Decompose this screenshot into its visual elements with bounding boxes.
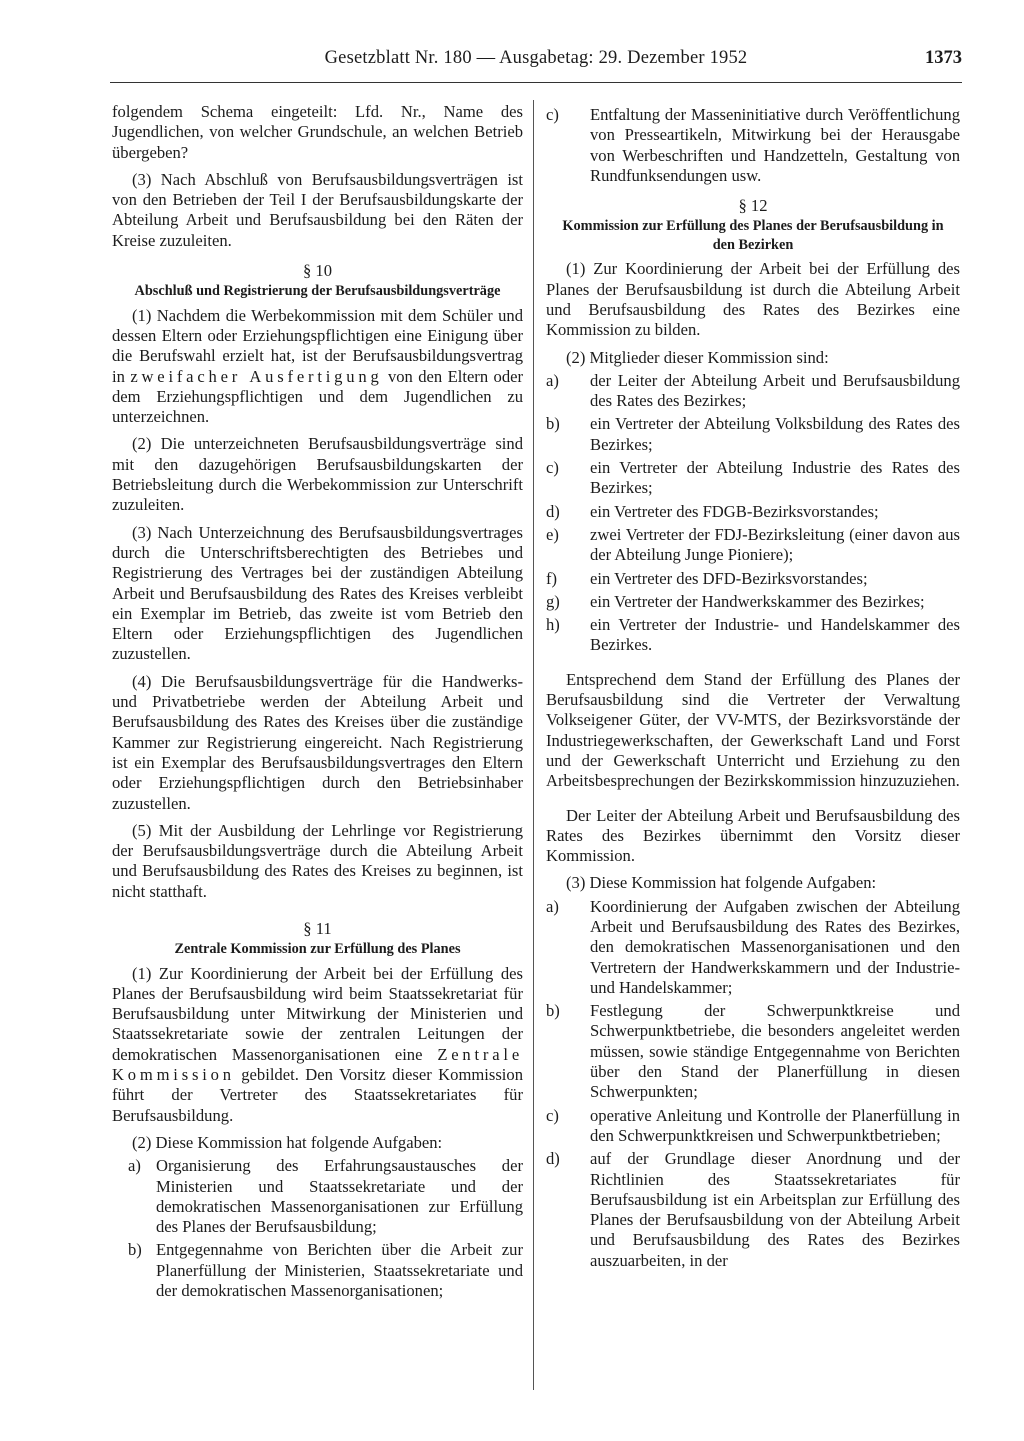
list-item-key: b) (546, 1001, 560, 1021)
header-title: Gesetzblatt Nr. 180 — Ausgabetag: 29. Dezember 1952 (324, 48, 748, 68)
list-item-text: zwei Vertreter der FDJ-Bezirksleitung (einer davon aus der Abteilung Junge Pioniere); (590, 524, 960, 565)
list-item (546, 1106, 960, 1147)
paragraph-10-4: (4) Die Berufsausbildungsverträge für die Handwerks- und Privatbetriebe werden der Abteilung Arbeit und Berufsausbildung des Rates des Kreises über die zuständige Kammer zur Registrierung eingereicht. Nach Registrierung ist ein Exemplar des Berufsausbildungsvertrages den Eltern oder Erziehungspflichtigen durch den Betriebsinhaber zuzustellen. (112, 671, 523, 813)
left-column (112, 102, 523, 1301)
section-10-title: Abschluß und Registrierung der Berufsausbildungsverträge (134, 283, 501, 300)
list-item-text: ein Vertreter der Abteilung Industrie des Rates des Bezirkes; (590, 458, 960, 498)
list-item-key: h) (546, 615, 560, 635)
paragraph-11-1 (112, 964, 523, 1126)
paragraph-10-3: (3) Nach Unterzeichnung des Berufsausbildungsvertrages durch die Unterschriftsberechtigten des Betriebes und Registrierung des Vertrages bei der zuständigen Abteilung Arbeit und Berufsausbildung des Rates des Kreises verbleibt ein Exemplar im Betrieb, das zweite ist vom Betrieb den Eltern oder Erziehungspflichtigen des Jugendlichen zuzustellen. (112, 522, 523, 664)
list-item-key: c) (546, 458, 559, 478)
list-item (546, 1149, 960, 1271)
list-item (546, 897, 960, 998)
intro-paragraph: folgendem Schema eingeteilt: Lfd. Nr., Name des Jugendlichen, von welcher Grundschule, an welchen Betrieb übergeben? (112, 102, 523, 162)
paragraph-12-3-lead: (3) Diese Kommission hat folgende Aufgaben: (566, 873, 877, 893)
page-header (110, 48, 962, 83)
paragraph-12-2-lead: (2) Mitglieder dieser Kommission sind: (566, 347, 829, 367)
list-item-text: Festlegung der Schwerpunktkreise und Schwerpunktbetriebe, die besonders angeleitet werden müssen, sowie ständige Entgegennahme von Berichten über den Stand der Planerfüllung in diesen Schwerpunkten; (590, 1001, 960, 1102)
paragraph-10-1-text-b: von den Eltern oder dem Erziehungspflichtigen und dem Jugendlichen zu unterzeichnen. (112, 366, 524, 427)
list-item (546, 525, 960, 566)
paragraph-10-1 (112, 306, 523, 428)
list-item-key: c) (546, 1105, 559, 1125)
list-item (546, 502, 960, 522)
list-item-text: ein Vertreter der Handwerkskammer des Bezirkes; (590, 591, 925, 611)
section-12-title: Kommission zur Erfüllung des Planes der Berufsausbildung in den Bezirken (562, 218, 944, 253)
list-item-text: Organisierung des Erfahrungsaustausches der Ministerien und Staatssekretariate und der demokratischen Massenorganisationen zur Erfüllung des Planes der Berufsausbildung; (156, 1156, 523, 1237)
paragraph-12-1: (1) Zur Koordinierung der Arbeit bei der Erfüllung des Planes der Berufsausbildung ist durch die Abteilung Arbeit und Berufsausbildung des Rates des Bezirkes eine Kommission zu bilden. (546, 259, 960, 340)
spaced-emphasis: Zentrale Kommission (112, 1044, 523, 1085)
paragraph-11-2-lead: (2) Diese Kommission hat folgende Aufgaben: (132, 1132, 443, 1152)
list-item-text: ein Vertreter des DFD-Bezirksvorstandes; (590, 568, 868, 588)
paragraph-12-leiter: Der Leiter der Abteilung Arbeit und Berufsausbildung des Rates des Bezirkes übernimmt den Vorsitz dieser Kommission. (546, 805, 960, 866)
section-11-title: Zentrale Kommission zur Erfüllung des Planes (174, 940, 461, 957)
list-item-text: ein Vertreter der Abteilung Volksbildung des Rates des Bezirkes; (590, 414, 960, 454)
section-12-number: § 12 (738, 196, 768, 216)
list-item (546, 371, 960, 412)
paragraph-10-2: (2) Die unterzeichneten Berufsausbildungsverträge sind mit den dazugehörigen Berufsausbildungskarten der Betriebsleitung durch die Werbekommission zur Unterschrift zuzuleiten. (112, 434, 523, 515)
list-item-key: e) (546, 524, 559, 544)
paragraph-11-1-text-b: gebildet. Den Vorsitz dieser Kommission führt der Vertreter des Staatssekretariates für Berufsausbildung. (112, 1065, 523, 1125)
paragraph-12-entsprechend: Entsprechend dem Stand der Erfüllung des Planes der Berufsausbildung sind die Vertreter der Verwaltung Volkseigener Güter, der VV-MTS, der Bezirksvorstände der Industriegewerkschaften, der Gewerkschaft Land und Forst und der Gewerkschaft Unterricht und Erziehung zu den Arbeitsbesprechungen der Bezirkskommission hinzuzuziehen. (546, 669, 960, 791)
paragraph-9-3: (3) Nach Abschluß von Berufsausbildungsverträgen ist von den Betrieben der Teil I der Berufsausbildungskarte der Abteilung Arbeit und Berufsausbildung bei den Räten der Kreise zuzuleiten. (112, 169, 523, 250)
list-item-key: g) (546, 591, 560, 611)
list-item-text: der Leiter der Abteilung Arbeit und Berufsausbildung des Rates des Bezirkes; (590, 370, 960, 411)
list-item-key: a) (546, 896, 559, 916)
list-item (112, 1156, 523, 1237)
list-item-key: a) (128, 1156, 141, 1176)
list-item-key: f) (546, 568, 558, 588)
list-item-key: a) (546, 370, 559, 390)
list-item (546, 105, 960, 186)
list-item (112, 1240, 523, 1301)
list-item-text: Koordinierung der Aufgaben zwischen der Abteilung Arbeit und Berufsausbildung des Rates des Bezirkes, den demokratischen Massenorganisationen und den Vertretern der Handwerkskammern und der Industrie- und Handelskammer; (590, 896, 960, 997)
list-item (546, 615, 960, 656)
list-item-text: ein Vertreter des FDGB-Bezirksvorstandes; (590, 501, 879, 521)
list-item-text: auf der Grundlage dieser Anordnung und der Richtlinien des Staatssekretariates für Berufsausbildung ist ein Arbeitsplan zur Erfüllung des Planes der Berufsausbildung von der Abteilung Arbeit und Berufsausbildung des Rates des Bezirkes auszuarbeiten, in der (590, 1149, 960, 1270)
list-item-key: d) (546, 1149, 560, 1169)
list-item-key: b) (546, 414, 560, 434)
list-item-key: b) (128, 1240, 142, 1260)
list-item (546, 592, 960, 612)
section-11-number: § 11 (303, 918, 332, 938)
right-column (546, 102, 960, 1271)
list-item-text: ein Vertreter der Industrie- und Handelskammer des Bezirkes. (590, 615, 960, 655)
list-item (546, 414, 960, 455)
list-item (546, 1001, 960, 1102)
list-item-text: Entgegennahme von Berichten über die Arbeit zur Planerfüllung der Ministerien, Staatssekretariate und der demokratischen Massenorganisationen; (156, 1240, 523, 1301)
paragraph-10-5: (5) Mit der Ausbildung der Lehrlinge vor Registrierung der Berufsausbildungsverträge durch die Abteilung Arbeit und Berufsausbildung des Rates des Kreises zu beginnen, ist nicht statthaft. (112, 820, 523, 901)
paragraph-10-1-text-a: (1) Nachdem die Werbekommission mit dem Schüler und dessen Eltern oder Erziehungspflichtigen eine Einigung über die Berufswahl erzielt hat, ist der Berufsausbildungsvertrag in (112, 305, 523, 386)
spaced-emphasis: zweifacher Ausfertigung (130, 366, 383, 386)
column-divider (533, 100, 534, 1390)
list-item (546, 458, 960, 499)
list-item (546, 569, 960, 589)
section-10-number: § 10 (302, 261, 333, 281)
list-item-key: c) (546, 105, 559, 124)
list-item-text: operative Anleitung und Kontrolle der Planerfüllung in den Schwerpunktkreisen und Schwerpunktbetrieben; (590, 1105, 960, 1145)
paragraph-11-1-text-a: (1) Zur Koordinierung der Arbeit bei der Erfüllung des Planes der Berufsausbildung wird beim Staatssekretariat für Berufsausbildung unter Mitwirkung der Ministerien und Staatssekretariate sowie der zentralen Leitungen der demokratischen Massenorganisationen eine (112, 963, 523, 1064)
list-item-key: d) (546, 501, 560, 521)
list-item-text: Entfaltung der Masseninitiative durch Veröffentlichung von Presseartikeln, Mitwirkung bei der Herausgabe von Werbeschriften und Handzetteln, Gestaltung von Rundfunksendungen usw. (590, 105, 960, 185)
page-number: 1373 (925, 48, 962, 68)
